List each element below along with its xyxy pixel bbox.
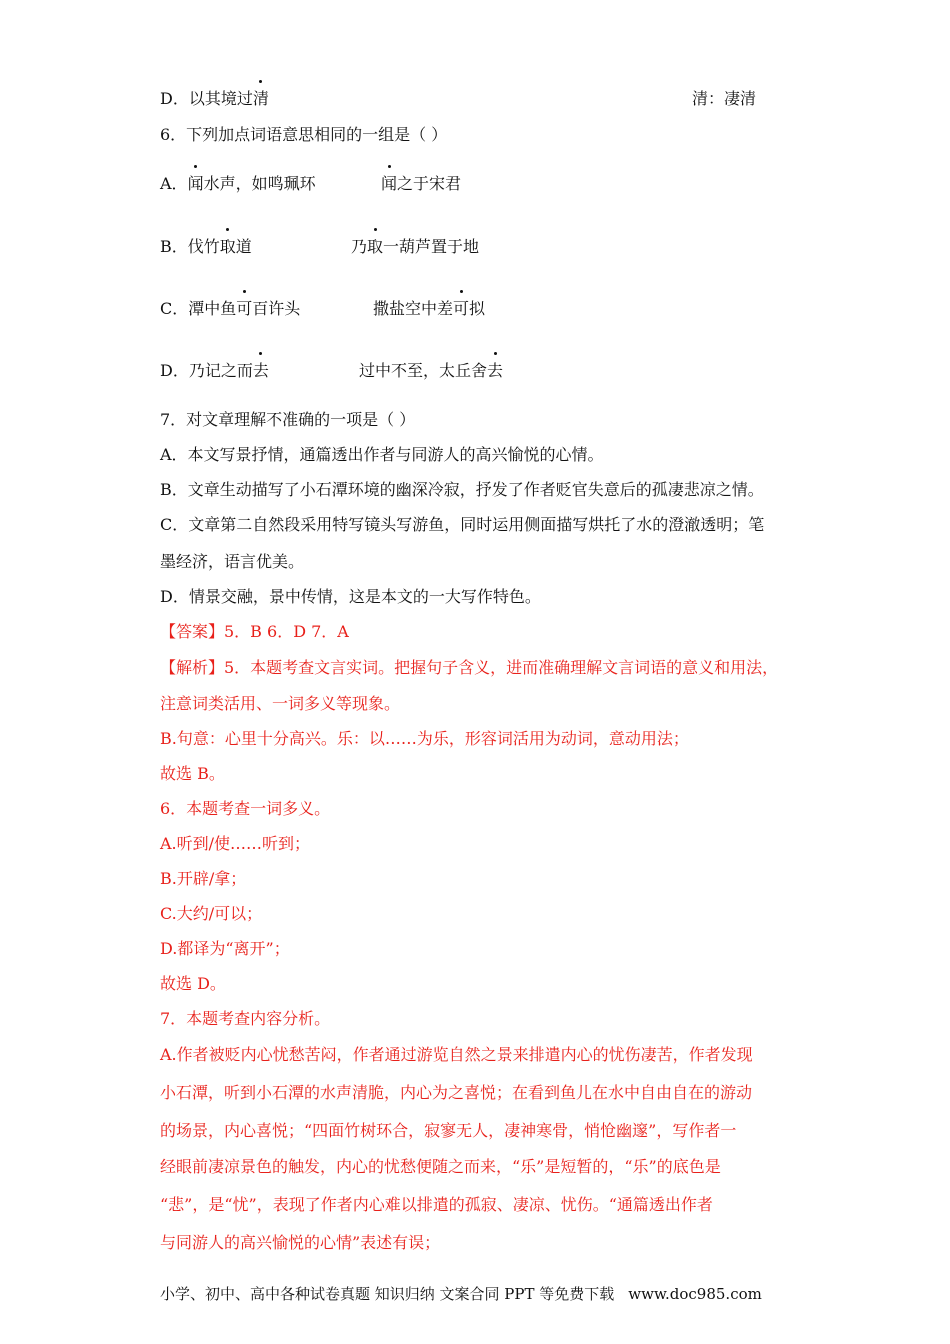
analysis-line: 经眼前凄凉景色的触发，内心的忧愁便随之而来，“乐”是短暂的，“乐”的底色是	[160, 1157, 721, 1176]
analysis-line: 注意词类活用、一词多义等现象。	[160, 694, 401, 713]
analysis-line: 6．本题考查一词多义。	[160, 799, 331, 818]
footer-link[interactable]: www.doc985.com	[628, 1285, 762, 1303]
dotted-char: 去	[252, 361, 269, 380]
analysis-line: A.作者被贬内心忧愁苦闷，作者通过游览自然之景来排遣内心的忧伤凄苦，作者发现	[160, 1045, 753, 1064]
option-text: 水声，如鸣珮环	[203, 174, 316, 193]
q5-option-d-text: D．以其境过	[160, 89, 253, 108]
analysis-line: 小石潭，听到小石潭的水声清脆，内心为之喜悦；在看到鱼儿在水中自由自在的游动	[160, 1083, 753, 1102]
analysis-line: 【解析】5．本题考查文言实词。把握句子含义，进而准确理解文言词语的意义和用法，	[160, 658, 779, 677]
option-text: C．潭中鱼	[160, 299, 237, 318]
option-text: 撒盐空中差	[373, 299, 454, 318]
analysis-line: B.开辟/拿；	[160, 869, 247, 888]
option-text: 乃	[351, 237, 368, 256]
q6-option-c-right	[373, 299, 485, 319]
option-text: 之于宋君	[397, 174, 462, 193]
option-text: B．伐竹	[160, 237, 220, 256]
analysis-line: 与同游人的高兴愉悦的心情”表述有误；	[160, 1233, 441, 1252]
q6-option-d	[160, 361, 269, 381]
option-text: 过中不至，太丘舍	[359, 361, 488, 380]
dotted-char: 可	[453, 299, 470, 318]
option-text: D．乃记之而	[160, 361, 253, 380]
dotted-char: 闻	[381, 174, 398, 193]
option-text: 拟	[469, 299, 486, 318]
q7-stem: 7．对文章理解不准确的一项是（ ）	[160, 410, 416, 429]
analysis-line: B.句意：心里十分高兴。乐：以……为乐，形容词活用为动词，意动用法；	[160, 729, 689, 748]
analysis-line: A.听到/使……听到；	[160, 834, 311, 853]
q6-stem: 6．下列加点词语意思相同的一组是（ ）	[160, 125, 448, 144]
q7-option-d: D．情景交融，景中传情，这是本文的一大写作特色。	[160, 587, 541, 606]
footer-text: 小学、初中、高中各种试卷真题 知识归纳 文案合同 PPT 等免费下载	[160, 1285, 615, 1303]
analysis-line: D.都译为“离开”；	[160, 939, 290, 958]
analysis-line: 7．本题考查内容分析。	[160, 1009, 331, 1028]
q6-option-a	[160, 174, 316, 194]
q7-option-a: A．本文写景抒情，通篇透出作者与同游人的高兴愉悦的心情。	[160, 445, 604, 464]
dotted-char: 去	[487, 361, 504, 380]
q6-option-b	[160, 237, 252, 257]
option-label: A．	[160, 174, 188, 193]
q7-option-c-line2: 墨经济，语言优美。	[160, 552, 305, 571]
analysis-line: C.大约/可以；	[160, 904, 263, 923]
q6-option-a-right	[381, 174, 461, 194]
q6-option-d-right	[359, 361, 503, 381]
answer-key: 【答案】5．B 6．D 7．A	[160, 622, 349, 641]
option-text: 道	[235, 237, 252, 256]
page-footer	[160, 1284, 762, 1304]
analysis-line: 故选 B。	[160, 764, 225, 783]
q6-option-b-right	[351, 237, 479, 257]
q7-option-b: B．文章生动描写了小石潭环境的幽深冷寂，抒发了作者贬官失意后的孤凄悲凉之情。	[160, 480, 764, 499]
dotted-char: 可	[236, 299, 253, 318]
dotted-char: 闻	[187, 174, 204, 193]
option-text: 百许头	[252, 299, 301, 318]
q5-option-d-note: 清：凄清	[692, 89, 757, 108]
dotted-char: 取	[219, 237, 236, 256]
analysis-line: “悲”，是“忧”，表现了作者内心难以排遣的孤寂、凄凉、忧伤。“通篇透出作者	[160, 1195, 713, 1214]
q6-option-c	[160, 299, 300, 319]
option-text: 一葫芦置于地	[383, 237, 480, 256]
analysis-line: 故选 D。	[160, 974, 226, 993]
q7-option-c-line1: C．文章第二自然段采用特写镜头写游鱼，同时运用侧面描写烘托了水的澄澈透明；笔	[160, 515, 765, 534]
dotted-char: 取	[367, 237, 384, 256]
analysis-line: 的场景，内心喜悦；“四面竹树环合，寂寥无人，凄神寒骨，悄怆幽邃”，写作者一	[160, 1121, 737, 1140]
dotted-char: 清	[252, 89, 269, 108]
q5-option-d	[160, 89, 269, 109]
